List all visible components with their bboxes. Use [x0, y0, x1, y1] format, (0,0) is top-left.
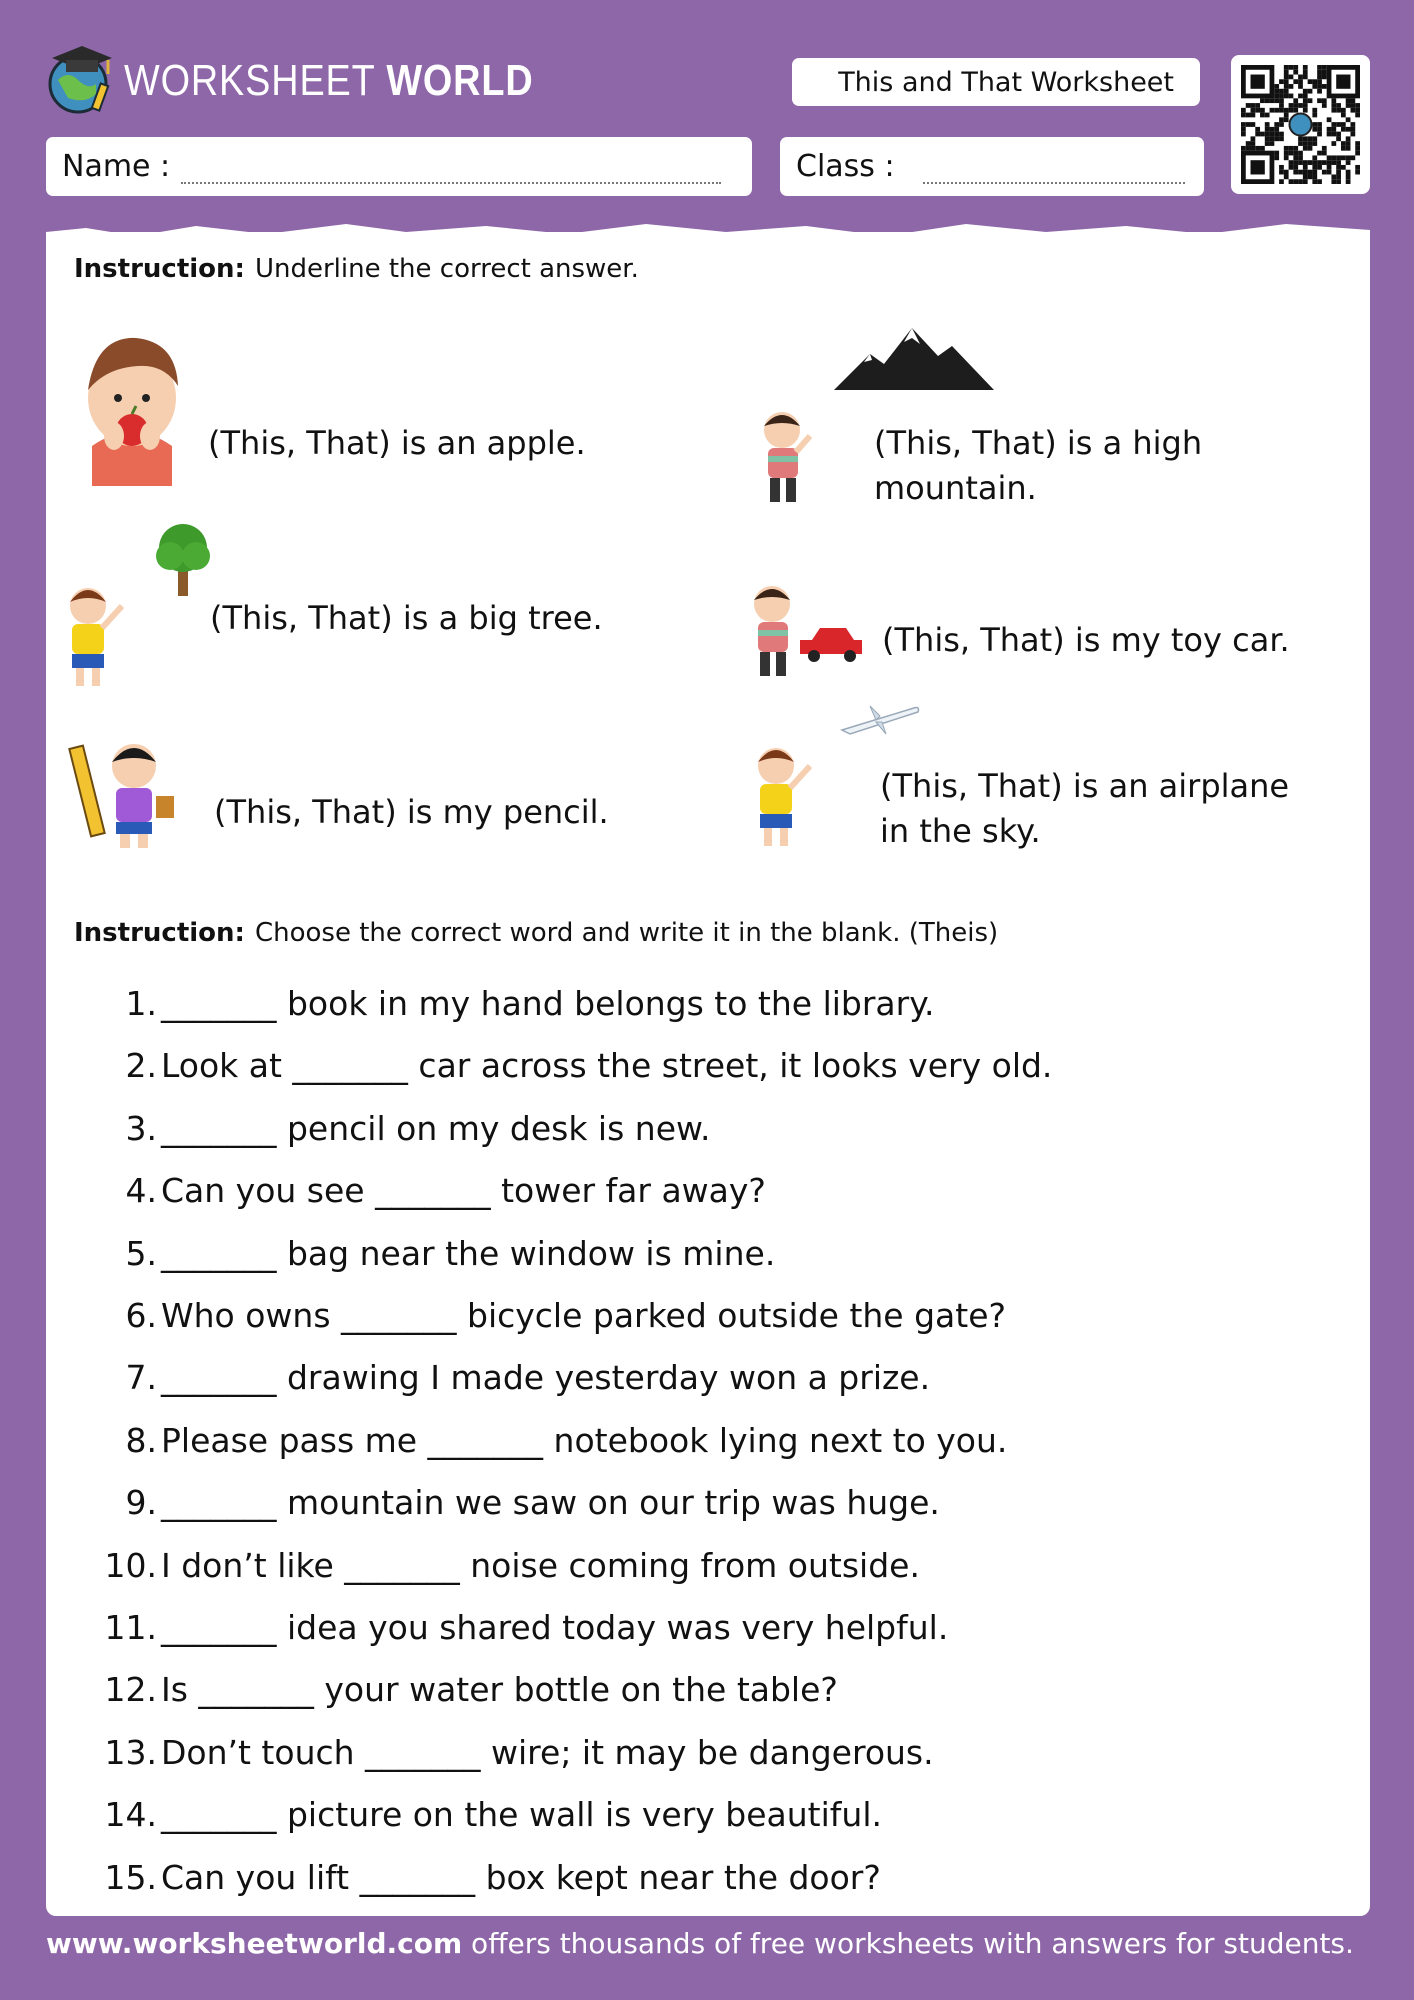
question-text[interactable]: _______ book in my hand belongs to the library. — [161, 984, 935, 1023]
question-text[interactable]: Please pass me _______ notebook lying next to you. — [161, 1420, 1008, 1460]
question-row — [102, 1109, 710, 1148]
question-text[interactable]: Look at _______ car across the street, it looks very old. — [161, 1046, 1053, 1086]
question-row — [102, 1795, 882, 1834]
question-row — [102, 1608, 948, 1647]
question-text[interactable]: Don’t touch _______ wire; it may be dangerous. — [161, 1732, 934, 1772]
boy-eating-apple-icon — [84, 334, 180, 492]
boy-with-pencil-icon — [76, 736, 186, 856]
instruction-2: Instruction: Choose the correct word and write it in the blank. (Theis) — [74, 918, 999, 948]
name-label: Name : — [62, 149, 171, 184]
question-text[interactable]: _______ picture on the wall is very beautiful. — [161, 1795, 882, 1835]
question-row — [102, 1358, 930, 1397]
boy-waving-icon-2 — [746, 742, 818, 856]
torn-paper-edge — [46, 212, 1370, 252]
question-row — [102, 1670, 838, 1709]
question-row — [102, 984, 935, 1023]
worksheet-title-box — [792, 58, 1200, 106]
question-number: 8. — [125, 1420, 157, 1460]
question-row — [102, 1234, 775, 1273]
question-row — [102, 1171, 766, 1210]
question-number: 1. — [125, 984, 157, 1023]
question-number: 12. — [104, 1670, 157, 1710]
question-number: 15. — [104, 1857, 157, 1897]
question-text[interactable]: _______ mountain we saw on our trip was huge. — [161, 1483, 940, 1523]
question-text[interactable]: _______ bag near the window is mine. — [161, 1233, 776, 1273]
question-row — [102, 1546, 920, 1585]
question-row — [102, 1421, 1007, 1460]
sentence-4: (This, That) is my toy car. — [882, 621, 1290, 659]
question-number: 9. — [125, 1483, 157, 1523]
question-text[interactable]: _______ drawing I made yesterday won a prize. — [161, 1358, 931, 1398]
question-number: 2. — [125, 1046, 157, 1086]
question-text[interactable]: Is _______ your water bottle on the table? — [161, 1670, 838, 1710]
class-field[interactable] — [780, 137, 1204, 196]
question-text[interactable]: Can you lift _______ box kept near the door? — [161, 1857, 881, 1897]
boy-waving-icon — [58, 582, 130, 696]
sentence-5: (This, That) is my pencil. — [214, 793, 609, 831]
question-row — [102, 1733, 934, 1772]
question-text[interactable]: _______ idea you shared today was very helpful. — [161, 1608, 949, 1647]
sentence-6: (This, That) is an airplane in the sky. — [880, 767, 1290, 850]
class-label: Class : — [796, 149, 895, 184]
airplane-icon — [840, 702, 920, 740]
class-blank-line[interactable] — [923, 182, 1185, 184]
question-number: 14. — [104, 1795, 157, 1835]
boy-with-toy-car-icon — [742, 582, 868, 686]
question-number: 10. — [104, 1545, 157, 1585]
name-field[interactable] — [46, 137, 752, 196]
question-row — [102, 1858, 881, 1897]
mountain-icon — [834, 326, 994, 396]
question-row — [102, 1296, 1006, 1335]
question-row — [102, 1046, 1052, 1085]
question-row — [102, 1483, 940, 1522]
tree-icon — [150, 522, 216, 602]
sentence-2: (This, That) is a high mountain. — [874, 424, 1203, 507]
footer-text: www.worksheetworld.com offers thousands of free worksheets with answers for students. — [46, 1927, 1354, 1960]
brand-name: WORKSHEET WORLD — [124, 56, 534, 105]
question-number: 4. — [125, 1171, 157, 1211]
question-text[interactable]: Can you see _______ tower far away? — [161, 1171, 766, 1211]
worksheet-sheet — [46, 232, 1370, 1916]
name-blank-line[interactable] — [181, 182, 721, 184]
worksheet-world-logo-icon — [44, 40, 120, 116]
qr-code-icon — [1231, 55, 1370, 194]
question-text[interactable]: _______ pencil on my desk is new. — [161, 1108, 711, 1148]
question-text[interactable]: Who owns _______ bicycle parked outside the gate? — [161, 1296, 1007, 1335]
question-number: 5. — [125, 1233, 157, 1273]
instruction-1: Instruction: Underline the correct answer. — [74, 254, 639, 284]
sentence-3: (This, That) is a big tree. — [210, 599, 603, 637]
question-number: 13. — [104, 1732, 157, 1772]
question-text[interactable]: I don’t like _______ noise coming from outside. — [161, 1545, 920, 1585]
worksheet-title: This and That Worksheet — [838, 67, 1174, 98]
boy-pointing-icon — [752, 408, 818, 512]
question-number: 11. — [104, 1608, 157, 1647]
sentence-1: (This, That) is an apple. — [208, 424, 586, 462]
question-number: 6. — [125, 1296, 157, 1335]
footer-site-link[interactable]: www.worksheetworld.com — [46, 1927, 463, 1960]
question-number: 7. — [125, 1358, 157, 1398]
qr-code — [1231, 55, 1370, 194]
question-number: 3. — [125, 1108, 157, 1148]
